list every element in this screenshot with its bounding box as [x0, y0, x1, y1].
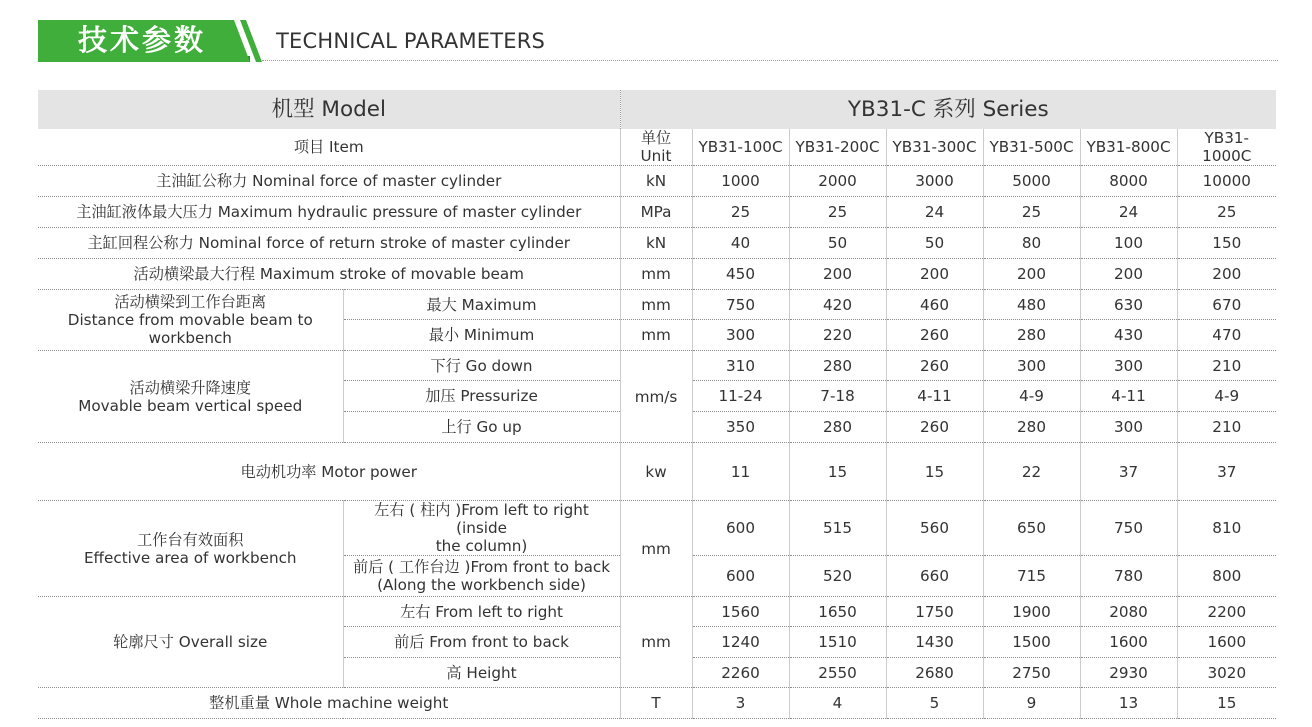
value-cell: 650: [983, 501, 1080, 556]
value-cell: 25: [983, 197, 1080, 228]
sub-row-label: 左右 From left to right: [343, 597, 620, 627]
value-cell: 1650: [789, 597, 886, 627]
value-cell: 280: [789, 412, 886, 443]
value-cell: 430: [1080, 320, 1177, 351]
value-cell: 15: [1177, 688, 1276, 719]
value-cell: 310: [692, 351, 789, 381]
value-cell: 11-24: [692, 381, 789, 412]
value-cell: 300: [1080, 351, 1177, 381]
value-cell: 80: [983, 228, 1080, 259]
sub-row-label-line: (Along the workbench side): [377, 576, 586, 594]
value-cell: 2000: [789, 166, 886, 197]
value-cell: 810: [1177, 501, 1276, 556]
value-cell: 260: [886, 320, 983, 351]
value-cell: 210: [1177, 412, 1276, 443]
value-cell: 800: [1177, 556, 1276, 597]
section-subtitle: TECHNICAL PARAMETERS: [276, 29, 546, 53]
value-cell: 200: [886, 259, 983, 290]
value-cell: 480: [983, 290, 1080, 320]
model-label: 机型 Model: [38, 90, 620, 129]
value-cell: 200: [983, 259, 1080, 290]
sub-row-label: 前后 From front to back: [343, 627, 620, 658]
unit-cell: mm/s: [620, 351, 692, 443]
value-cell: 470: [1177, 320, 1276, 351]
value-cell: 1750: [886, 597, 983, 627]
value-cell: 210: [1177, 351, 1276, 381]
row-label: 主油缸液体最大压力 Maximum hydraulic pressure of master cylinder: [38, 197, 620, 228]
group-label-en: Effective area of workbench: [83, 548, 297, 567]
row-label: 电动机功率 Motor power: [38, 443, 620, 501]
workbench-lr-row: [38, 501, 1276, 556]
value-cell: 560: [886, 501, 983, 556]
value-cell: 715: [983, 556, 1080, 597]
sub-row-label: 高 Height: [343, 658, 620, 688]
value-cell: 24: [1080, 197, 1177, 228]
group-label-workbench: [38, 501, 343, 597]
value-cell: 4-11: [1080, 381, 1177, 412]
group-label-en: Movable beam vertical speed: [78, 396, 303, 415]
model-row: [38, 90, 1276, 129]
unit-cell: mm: [620, 597, 692, 688]
value-cell: 300: [983, 351, 1080, 381]
max-pressure-row: [38, 197, 1276, 228]
nominal-force-row: [38, 166, 1276, 197]
value-cell: 22: [983, 443, 1080, 501]
value-cell: 200: [1177, 259, 1276, 290]
value-cell: 2200: [1177, 597, 1276, 627]
unit-cell: MPa: [620, 197, 692, 228]
sub-row-label: 上行 Go up: [343, 412, 620, 443]
value-cell: 2550: [789, 658, 886, 688]
value-cell: 50: [886, 228, 983, 259]
sub-row-label-line: 左右 ( 柱内 )From left to right (inside: [374, 501, 589, 537]
value-cell: 200: [1080, 259, 1177, 290]
value-cell: 4: [789, 688, 886, 719]
speed-down-row: [38, 351, 1276, 381]
unit-cell: mm: [620, 501, 692, 597]
value-cell: 2080: [1080, 597, 1177, 627]
sub-row-label: [343, 556, 620, 597]
value-cell: 1900: [983, 597, 1080, 627]
value-cell: 780: [1080, 556, 1177, 597]
value-cell: 37: [1177, 443, 1276, 501]
value-cell: 660: [886, 556, 983, 597]
value-cell: 1500: [983, 627, 1080, 658]
distance-max-row: [38, 290, 1276, 320]
model-header: YB31-500C: [983, 129, 1080, 166]
header-divider: [262, 60, 1278, 61]
value-cell: 11: [692, 443, 789, 501]
value-cell: 37: [1080, 443, 1177, 501]
value-cell: 515: [789, 501, 886, 556]
value-cell: 200: [789, 259, 886, 290]
value-cell: 50: [789, 228, 886, 259]
value-cell: 4-9: [983, 381, 1080, 412]
value-cell: 220: [789, 320, 886, 351]
model-header: YB31-800C: [1080, 129, 1177, 166]
value-cell: 630: [1080, 290, 1177, 320]
value-cell: 24: [886, 197, 983, 228]
value-cell: 2680: [886, 658, 983, 688]
unit-cell: kN: [620, 228, 692, 259]
value-cell: 280: [983, 320, 1080, 351]
value-cell: 4-9: [1177, 381, 1276, 412]
model-header: YB31-300C: [886, 129, 983, 166]
item-header-row: [38, 129, 1276, 166]
unit-cell: mm: [620, 259, 692, 290]
technical-parameters-table: [38, 90, 1276, 719]
value-cell: 450: [692, 259, 789, 290]
value-cell: 750: [692, 290, 789, 320]
value-cell: 3: [692, 688, 789, 719]
row-label: 主油缸公称力 Nominal force of master cylinder: [38, 166, 620, 197]
group-label-en: Distance from movable beam to workbench: [67, 311, 313, 347]
value-cell: 260: [886, 351, 983, 381]
value-cell: 8000: [1080, 166, 1177, 197]
value-cell: 4-11: [886, 381, 983, 412]
value-cell: 1560: [692, 597, 789, 627]
value-cell: 520: [789, 556, 886, 597]
value-cell: 25: [1177, 197, 1276, 228]
row-label: 活动横梁最大行程 Maximum stroke of movable beam: [38, 259, 620, 290]
value-cell: 350: [692, 412, 789, 443]
unit-cell: mm: [620, 320, 692, 351]
value-cell: 670: [1177, 290, 1276, 320]
value-cell: 15: [789, 443, 886, 501]
value-cell: 13: [1080, 688, 1177, 719]
unit-label: 单位 Unit: [620, 129, 692, 166]
value-cell: 600: [692, 556, 789, 597]
value-cell: 1600: [1177, 627, 1276, 658]
value-cell: 9: [983, 688, 1080, 719]
section-title: 技术参数: [78, 23, 207, 57]
max-stroke-row: [38, 259, 1276, 290]
value-cell: 280: [789, 351, 886, 381]
value-cell: 5: [886, 688, 983, 719]
group-label-cn: 活动横梁到工作台距离: [114, 293, 267, 311]
value-cell: 2260: [692, 658, 789, 688]
value-cell: 300: [1080, 412, 1177, 443]
return-force-row: [38, 228, 1276, 259]
value-cell: 460: [886, 290, 983, 320]
sub-row-label: 最小 Minimum: [343, 320, 620, 351]
item-label: 项目 Item: [38, 129, 620, 166]
series-label: YB31-C 系列 Series: [620, 90, 1276, 129]
sub-row-label-line: 前后 ( 工作台边 )From front to back: [352, 558, 611, 576]
value-cell: 7-18: [789, 381, 886, 412]
row-label: 整机重量 Whole machine weight: [38, 688, 620, 719]
model-header: YB31-100C: [692, 129, 789, 166]
value-cell: 100: [1080, 228, 1177, 259]
value-cell: 1600: [1080, 627, 1177, 658]
value-cell: 5000: [983, 166, 1080, 197]
group-label-distance: [38, 290, 343, 351]
value-cell: 2930: [1080, 658, 1177, 688]
group-label-cn: 活动横梁升降速度: [129, 378, 251, 397]
unit-cell: kw: [620, 443, 692, 501]
group-label-overall: 轮廓尺寸 Overall size: [38, 597, 343, 688]
sub-row-label: 下行 Go down: [343, 351, 620, 381]
unit-cell: kN: [620, 166, 692, 197]
value-cell: 300: [692, 320, 789, 351]
overall-lr-row: [38, 597, 1276, 627]
value-cell: 2750: [983, 658, 1080, 688]
sub-row-label: 加压 Pressurize: [343, 381, 620, 412]
value-cell: 1430: [886, 627, 983, 658]
value-cell: 10000: [1177, 166, 1276, 197]
value-cell: 1000: [692, 166, 789, 197]
sub-row-label: 最大 Maximum: [343, 290, 620, 320]
sub-row-label: [343, 501, 620, 556]
value-cell: 260: [886, 412, 983, 443]
value-cell: 750: [1080, 501, 1177, 556]
value-cell: 25: [692, 197, 789, 228]
value-cell: 1510: [789, 627, 886, 658]
motor-power-row: [38, 443, 1276, 501]
value-cell: 280: [983, 412, 1080, 443]
value-cell: 420: [789, 290, 886, 320]
value-cell: 150: [1177, 228, 1276, 259]
value-cell: 3020: [1177, 658, 1276, 688]
sub-row-label-line: the column): [435, 537, 528, 555]
weight-row: [38, 688, 1276, 719]
value-cell: 600: [692, 501, 789, 556]
model-header: YB31-200C: [789, 129, 886, 166]
group-label-cn: 工作台有效面积: [137, 530, 244, 549]
value-cell: 3000: [886, 166, 983, 197]
value-cell: 40: [692, 228, 789, 259]
value-cell: 1240: [692, 627, 789, 658]
model-header: YB31-1000C: [1177, 129, 1276, 166]
value-cell: 15: [886, 443, 983, 501]
unit-cell: mm: [620, 290, 692, 320]
row-label: 主缸回程公称力 Nominal force of return stroke of master cylinder: [38, 228, 620, 259]
unit-cell: T: [620, 688, 692, 719]
group-label-speed: [38, 351, 343, 443]
value-cell: 25: [789, 197, 886, 228]
